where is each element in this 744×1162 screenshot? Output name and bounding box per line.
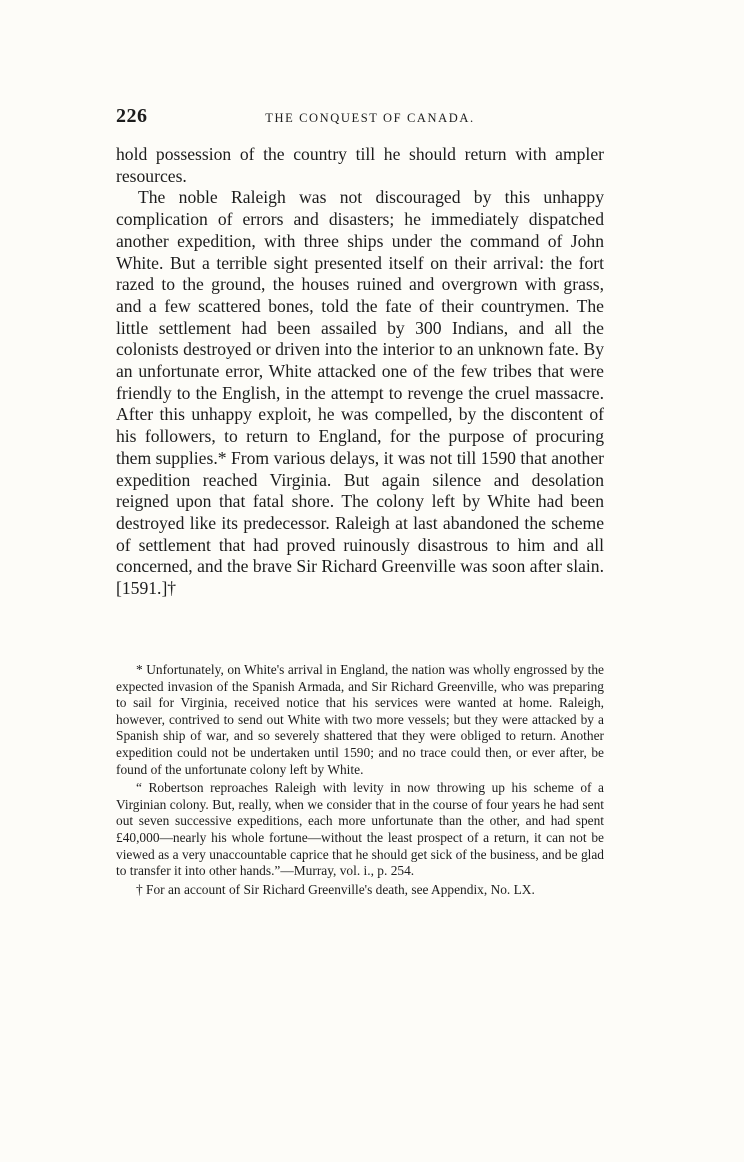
footnotes — [116, 662, 604, 898]
paragraph-raleigh-expedition: The noble Raleigh was not discouraged by this unhappy complication of errors and disasters; he immediately dispatched another expedition, with three ships under the command of John White. But a terrible sight presented itself on their arrival: the fort razed to the ground, the houses ruined and overgrown with grass, and a few scattered bones, told the fate of their countrymen. The little settlement had been assailed by 300 Indians, and all the colonists destroyed or driven into the interior to an unknown fate. By an unfortunate error, White attacked one of the few tribes that were friendly to the English, in the attempt to revenge the cruel massacre. After this unhappy exploit, he was compelled, by the discontent of his followers, to return to England, for the purpose of procuring them supplies.* From various delays, it was not till 1590 that another expedition reached Virginia. But again silence and desolation reigned upon that fatal shore. The colony left by White had been destroyed like its predecessor. Raleigh at last abandoned the scheme of settlement that had proved ruinously disastrous to him and all concerned, and the brave Sir Richard Greenville was soon after slain. [1591.]† — [116, 187, 604, 599]
main-text — [116, 144, 604, 600]
paragraph-continuation: hold possession of the country till he should return with ampler resources. — [116, 144, 604, 186]
page-header — [116, 105, 604, 129]
footnote-asterisk: * Unfortunately, on White's arrival in England, the nation was wholly engrossed by the expected invasion of the Spanish Armada, and Sir Richard Greenville, who was preparing to sail for Virginia, received notice that his services were wanted at home. Raleigh, however, contrived to send out White with two more vessels; but they were attacked by a Spanish ship of war, and so severely shattered that they were obliged to return. Another expedition could not be undertaken until 1590; and no trace could then, or ever after, be found of the unfortunate colony left by White. — [116, 662, 604, 777]
running-head: THE CONQUEST OF CANADA. — [265, 111, 475, 125]
page-number: 226 — [116, 105, 148, 127]
footnote-robertson-quote: “ Robertson reproaches Raleigh with levity in now throwing up his scheme of a Virginian colony. But, really, when we consider that in the course of four years he had sent out seven successive expeditions, each more unfortunate than the other, and had spent £40,000—nearly his whole fortune—without the least prospect of a return, it can not be viewed as a very unaccountable caprice that he should get sick of the business, and be glad to transfer it into other hands.”—Murray, vol. i., p. 254. — [116, 780, 604, 879]
footnote-dagger: † For an account of Sir Richard Greenville's death, see Appendix, No. LX. — [136, 881, 535, 897]
